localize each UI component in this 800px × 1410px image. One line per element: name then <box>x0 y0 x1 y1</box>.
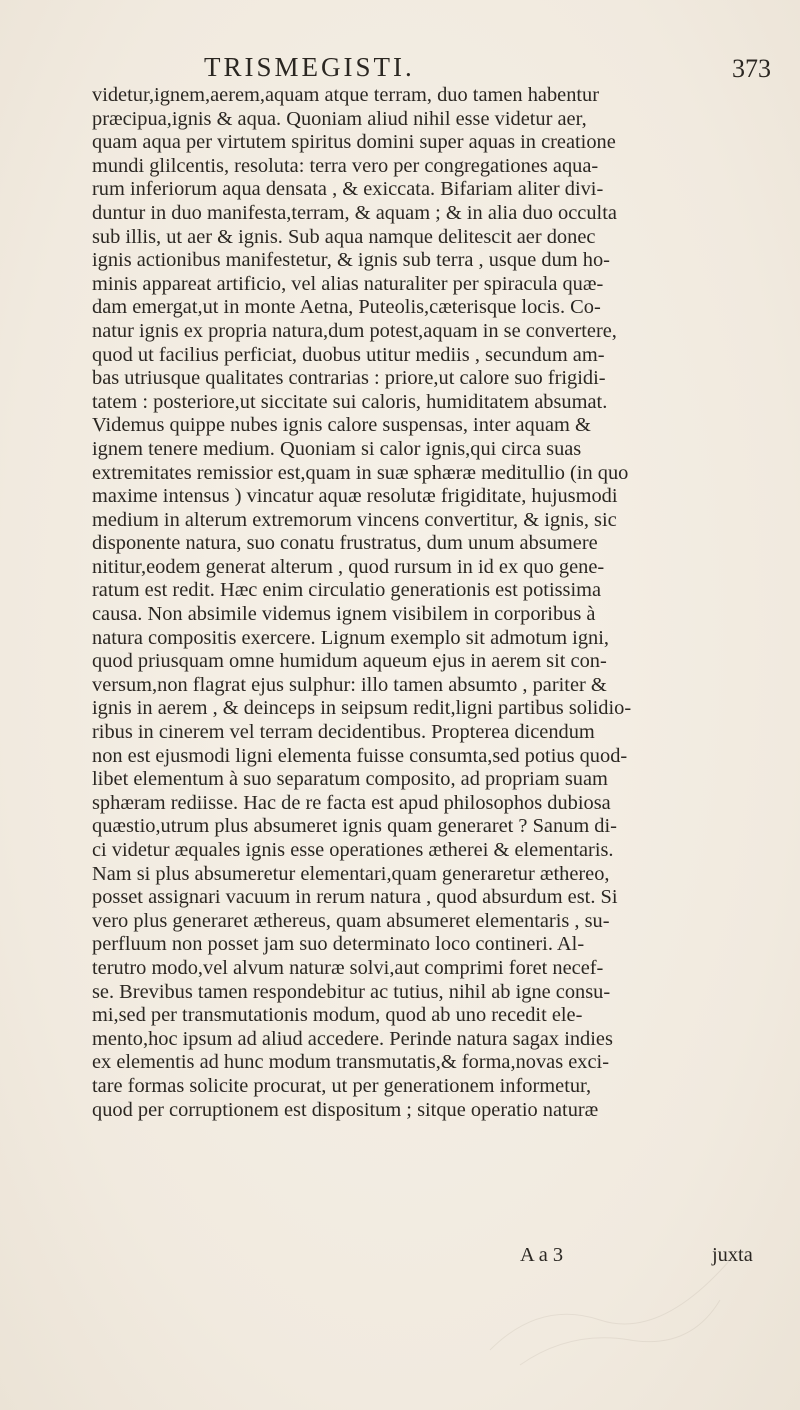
text-line: natura compositis exercere. Lignum exemplo sit admotum igni, <box>92 626 610 649</box>
text-line: bas utriusque qualitates contrarias : priore,ut calore suo frigidi- <box>92 367 606 390</box>
text-line: sphæram rediisse. Hac de re facta est apud philosophos dubiosa <box>92 791 611 814</box>
text-line: extremitates remissior est,quam in suæ sphæræ meditullio (in quo <box>92 461 629 484</box>
text-line: præcipua,ignis & aqua. Quoniam aliud nihil esse videtur aer, <box>92 107 587 130</box>
text-line: quæstio,utrum plus absumeret ignis quam generaret ? Sanum di- <box>92 815 617 838</box>
text-line: libet elementum à suo separatum composito, ad propriam suam <box>92 768 608 791</box>
text-line: se. Brevibus tamen respondebitur ac tutius, nihil ab igne consu- <box>92 980 611 1003</box>
text-line: posset assignari vacuum in rerum natura , quod absurdum est. Si <box>92 886 618 909</box>
text-line: dam emergat,ut in monte Aetna, Puteolis,cæterisque locis. Co- <box>92 296 601 319</box>
text-line: quod per corruptionem est dispositum ; sitque operatio naturæ <box>92 1098 599 1121</box>
text-line: quam aqua per virtutem spiritus domini super aquas in creatione <box>92 131 616 154</box>
text-line: tatem : posteriore,ut siccitate sui caloris, humiditatem absumat. <box>92 390 608 413</box>
page-number: 373 <box>732 54 771 83</box>
running-title: TRISMEGISTI. <box>204 52 415 82</box>
signature-mark: A a 3 <box>520 1244 564 1266</box>
text-line: natur ignis ex propria natura,dum potest,aquam in se convertere, <box>92 319 617 342</box>
text-line: mundi glilcentis, resoluta: terra vero per congregationes aqua- <box>92 154 599 177</box>
text-line: duntur in duo manifesta,terram, & aquam ; & in alia duo occulta <box>92 201 617 224</box>
text-line: minis appareat artificio, vel alias naturaliter per spiracula quæ- <box>92 272 604 295</box>
text-line: quod priusquam omne humidum aqueum ejus in aerem sit con- <box>92 650 607 673</box>
text-line: nititur,eodem generat alterum , quod rursum in id ex quo gene- <box>92 555 605 578</box>
text-line: non est ejusmodi ligni elementa fuisse consumta,sed potius quod- <box>92 744 628 767</box>
text-line: disponente natura, suo conatu frustratus, dum unum absumere <box>92 532 598 555</box>
text-line: perfluum non posset jam suo determinato loco contineri. Al- <box>92 933 585 956</box>
body-text <box>92 84 792 1122</box>
text-line: ribus in cinerem vel terram decidentibus. Propterea dicendum <box>92 721 595 744</box>
text-line: terutro modo,vel alvum naturæ solvi,aut comprimi foret necef- <box>92 956 604 979</box>
text-line: Nam si plus absumeretur elementari,quam generaretur æthereo, <box>92 862 610 885</box>
catchword: juxta <box>712 1244 753 1266</box>
text-line: ci videtur æquales ignis esse operationes ætherei & elementaris. <box>92 839 614 861</box>
text-line: sub illis, ut aer & ignis. Sub aqua namque delitescit aer donec <box>92 225 596 248</box>
text-line: medium in alterum extremorum vincens convertitur, & ignis, sic <box>92 508 617 531</box>
text-line: ignis actionibus manifestetur, & ignis sub terra , usque dum ho- <box>92 249 610 272</box>
text-line: Videmus quippe nubes ignis calore suspensas, inter aquam & <box>92 414 591 437</box>
text-line: vero plus generaret æthereus, quam absumeret elementaris , su- <box>92 909 610 932</box>
text-line: quod ut facilius perficiat, duobus utitur mediis , secundum am- <box>92 343 605 366</box>
text-line: maxime intensus ) vincatur aquæ resolutæ frigiditate, hujusmodi <box>92 485 618 508</box>
text-line: mento,hoc ipsum ad aliud accedere. Perinde natura sagax indies <box>92 1027 613 1050</box>
text-line: tare formas solicite procurat, ut per generationem informetur, <box>92 1074 592 1097</box>
text-line: ignem tenere medium. Quoniam si calor ignis,qui circa suas <box>92 437 582 460</box>
text-line: mi,sed per transmutationis modum, quod ab uno recedit ele- <box>92 1004 583 1027</box>
text-line: videtur,ignem,aerem,aquam atque terram, duo tamen habentur <box>92 84 600 106</box>
text-line: rum inferiorum aqua densata , & exiccata. Bifariam aliter divi- <box>92 178 604 201</box>
text-line: causa. Non absimile videmus ignem visibilem in corporibus à <box>92 603 596 626</box>
text-line: ex elementis ad hunc modum transmutatis,& forma,novas exci- <box>92 1051 609 1074</box>
text-line: ratum est redit. Hæc enim circulatio generationis est potissima <box>92 579 602 602</box>
text-line: versum,non flagrat ejus sulphur: illo tamen absumto , pariter & <box>92 673 607 696</box>
show-through-marks <box>480 1240 740 1370</box>
text-line: ignis in aerem , & deinceps in seipsum redit,ligni partibus solidio- <box>92 697 632 720</box>
